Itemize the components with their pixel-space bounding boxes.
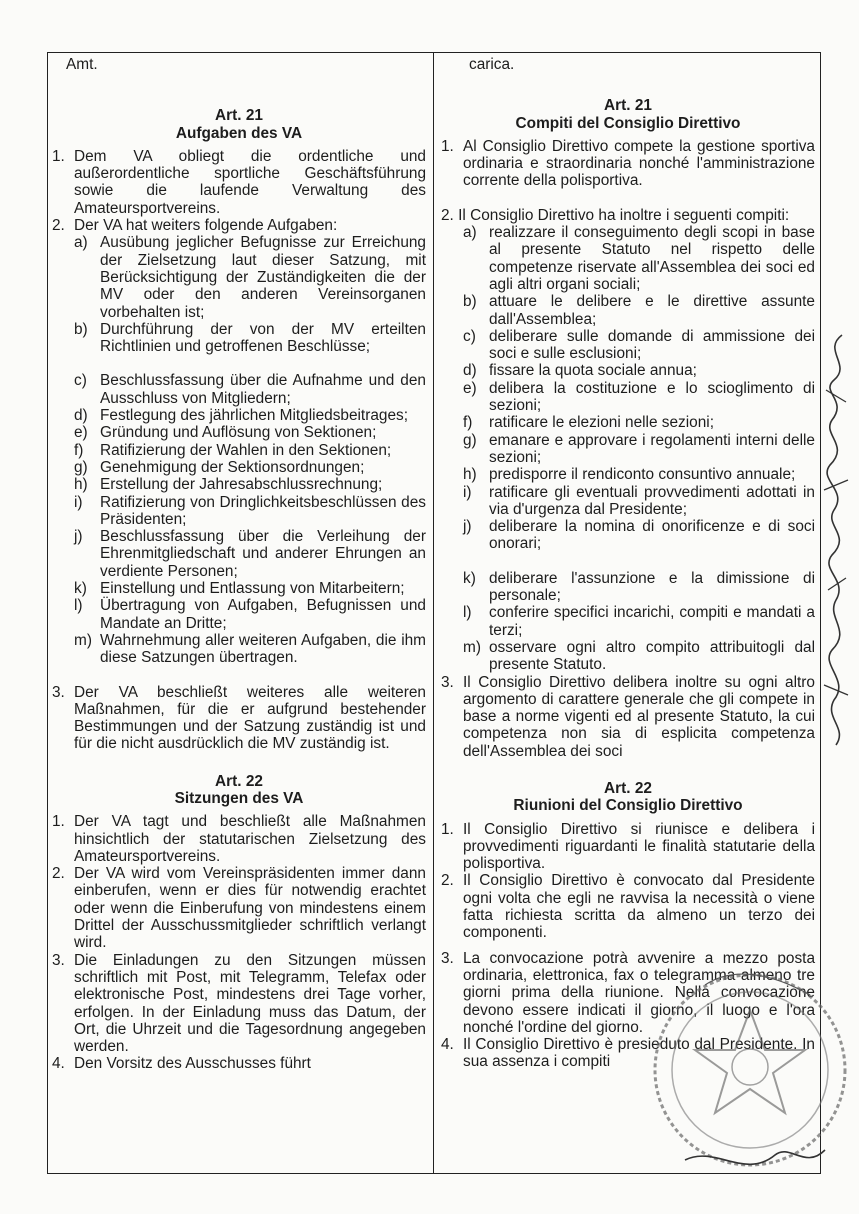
- sub-item: l) Übertragung von Aufgaben, Befugnissen und Mandate an Dritte;: [74, 597, 426, 632]
- list-item: 2. Der VA wird vom Vereinspräsidenten immer dann einberufen, wenn er dies für notwendig erachtet oder wenn die Einberufung von mindestens einem Drittel der Ausschussmitglieder schriftlich verlangt wird.: [52, 865, 426, 952]
- sub-item: g) Genehmigung der Sektionsordnungen;: [74, 458, 365, 476]
- article-21-heading: [52, 107, 426, 142]
- italian-column: [441, 56, 815, 1071]
- sub-item: a) Ausübung jeglicher Befugnisse zur Erreichung der Zielsetzung laut dieser Satzung, mit Berücksichtigung der Zuständigkeiten die der MV oder den anderen Vereinsorganen vorbehalten ist;: [74, 234, 426, 321]
- sub-item: c) deliberare sulle domande di ammissione dei soci e sulle esclusioni;: [463, 327, 815, 363]
- article-number: Art. 22: [604, 779, 652, 797]
- sub-item: k) deliberare l'assunzione e la dimissione di personale;: [463, 569, 815, 605]
- article-number: Art. 22: [215, 772, 263, 790]
- list-item: 4. Il Consiglio Direttivo è presieduto dal Presidente. In sua assenza i compiti: [441, 1036, 815, 1071]
- sub-item: j) Beschlussfassung über die Verleihung der Ehrenmitgliedschaft und anderer Ehrungen an verdiente Personen;: [74, 528, 426, 580]
- sub-item: b) Durchführung der von der MV erteilten Richtlinien und getroffenen Beschlüsse;: [74, 320, 426, 356]
- article-22-heading: [441, 780, 815, 815]
- sub-item: f) Ratifizierung der Wahlen in den Sektionen;: [74, 441, 392, 459]
- sub-item: i) Ratifizierung von Dringlichkeitsbeschlüssen des Präsidenten;: [74, 493, 426, 528]
- list-item: 1. Der VA tagt und beschließt alle Maßnahmen hinsichtlich der statutarischen Zielsetzung des Amateursportvereins.: [52, 813, 426, 865]
- sub-item: m) osservare ogni altro compito attribuitogli dal presente Statuto.: [463, 638, 815, 674]
- sub-item: e) Gründung und Auflösung von Sektionen;: [74, 424, 377, 442]
- sub-item: c) Beschlussfassung über die Aufnahme und den Ausschluss von Mitgliedern;: [74, 372, 426, 407]
- sub-item: f) ratificare le elezioni nelle sezioni;: [463, 414, 714, 432]
- list-item: 1. Al Consiglio Direttivo compete la gestione sportiva ordinaria e straordinaria nonché l'amministrazione corrente della polisportiva.: [441, 137, 815, 190]
- article-22-heading: [52, 773, 426, 808]
- list-item: 2. Der VA hat weiters folgende Aufgaben:: [52, 217, 338, 235]
- sub-item: h) predisporre il rendiconto consuntivo annuale;: [463, 466, 796, 484]
- list-item: 3. Il Consiglio Direttivo delibera inoltre su ogni altro argomento di carattere generale che gli compete in base a norme vigenti ed al presente Statuto, la cui competenza non sia di esplicita competenza dell'Assemblea dei soci: [441, 673, 815, 760]
- article-title: Riunioni del Consiglio Direttivo: [513, 797, 743, 815]
- column-divider: [433, 52, 434, 1174]
- sub-item: j) deliberare la nomina di onorificenze e di soci onorari;: [463, 518, 815, 553]
- carryover-text: Amt.: [66, 56, 98, 73]
- sub-item: a) realizzare il conseguimento degli scopi in base al presente Statuto nel rispetto delle competenze riservate all'Assemblea dei soci ed agli altri organi sociali;: [463, 224, 815, 293]
- sub-item: d) Festlegung des jährlichen Mitgliedsbeitrages;: [74, 407, 408, 425]
- carryover-text: carica.: [469, 56, 515, 73]
- article-number: Art. 21: [215, 107, 263, 125]
- sub-item: e) delibera la costituzione e lo scioglimento di sezioni;: [463, 379, 815, 415]
- sub-item: b) attuare le delibere e le direttive assunte dall'Assemblea;: [463, 293, 815, 328]
- list-item: 2. Il Consiglio Direttivo è convocato dal Presidente ogni volta che egli ne ravvisa la necessità o viene fatta richiesta scritta da almeno un terzo dei componenti.: [441, 872, 815, 942]
- official-stamp-icon: [645, 955, 855, 1195]
- article-title: Compiti del Consiglio Direttivo: [515, 114, 741, 132]
- article-title: Sitzungen des VA: [174, 789, 304, 807]
- margin-signature-icon: [812, 330, 859, 750]
- sub-item: l) conferire specifici incarichi, compiti e mandati a terzi;: [463, 604, 815, 639]
- sub-item: g) emanare e approvare i regolamenti interni delle sezioni;: [463, 431, 815, 466]
- list-item: 1. Il Consiglio Direttivo si riunisce e delibera i provvedimenti riguardanti le finalità statutarie della polisportiva.: [441, 820, 815, 873]
- article-21-heading: [441, 97, 815, 132]
- sub-item: d) fissare la quota sociale annua;: [463, 362, 697, 380]
- list-item: 4. Den Vorsitz des Ausschusses führt: [52, 1055, 311, 1073]
- article-number: Art. 21: [604, 97, 652, 115]
- list-item: 1. Dem VA obliegt die ordentliche und außerordentliche sportliche Geschäftsführung sowie die laufende Verwaltung des Amateursportvereins.: [52, 147, 426, 217]
- article-title: Aufgaben des VA: [175, 124, 303, 142]
- list-item: 3. La convocazione potrà avvenire a mezzo posta ordinaria, elettronica, fax o telegramma almeno tre giorni prima della riunione. Nella convocazione devono essere indicati il giorno, il luogo e l'ora nonché l'ordine del giorno.: [441, 949, 815, 1036]
- list-item: 3. Der VA beschließt weiteres alle weiteren Maßnahmen, für die er aufgrund bestehender Bestimmungen und der Satzung zuständig ist und für die nicht ausdrücklich die MV zuständig ist.: [52, 683, 426, 753]
- sub-item: h) Erstellung der Jahresabschlussrechnung;: [74, 476, 383, 494]
- list-item: 2. Il Consiglio Direttivo ha inoltre i seguenti compiti:: [441, 206, 790, 224]
- sub-item: m) Wahrnehmung aller weiteren Aufgaben, die ihm diese Satzungen übertragen.: [74, 631, 426, 667]
- german-column: [52, 56, 426, 1073]
- sub-item: k) Einstellung und Entlassung von Mitarbeitern;: [74, 580, 405, 598]
- sub-item: i) ratificare gli eventuali provvedimenti adottati in via d'urgenza dal Presidente;: [463, 483, 815, 518]
- list-item: 3. Die Einladungen zu den Sitzungen müssen schriftlich mit Post, mit Telegramm, Telefax oder elektronische Post, mindestens drei Tage vorher, erfolgen. In der Einladung muss das Datum, der Ort, die Uhrzeit und die Tagesordnung angegeben werden.: [52, 951, 426, 1056]
